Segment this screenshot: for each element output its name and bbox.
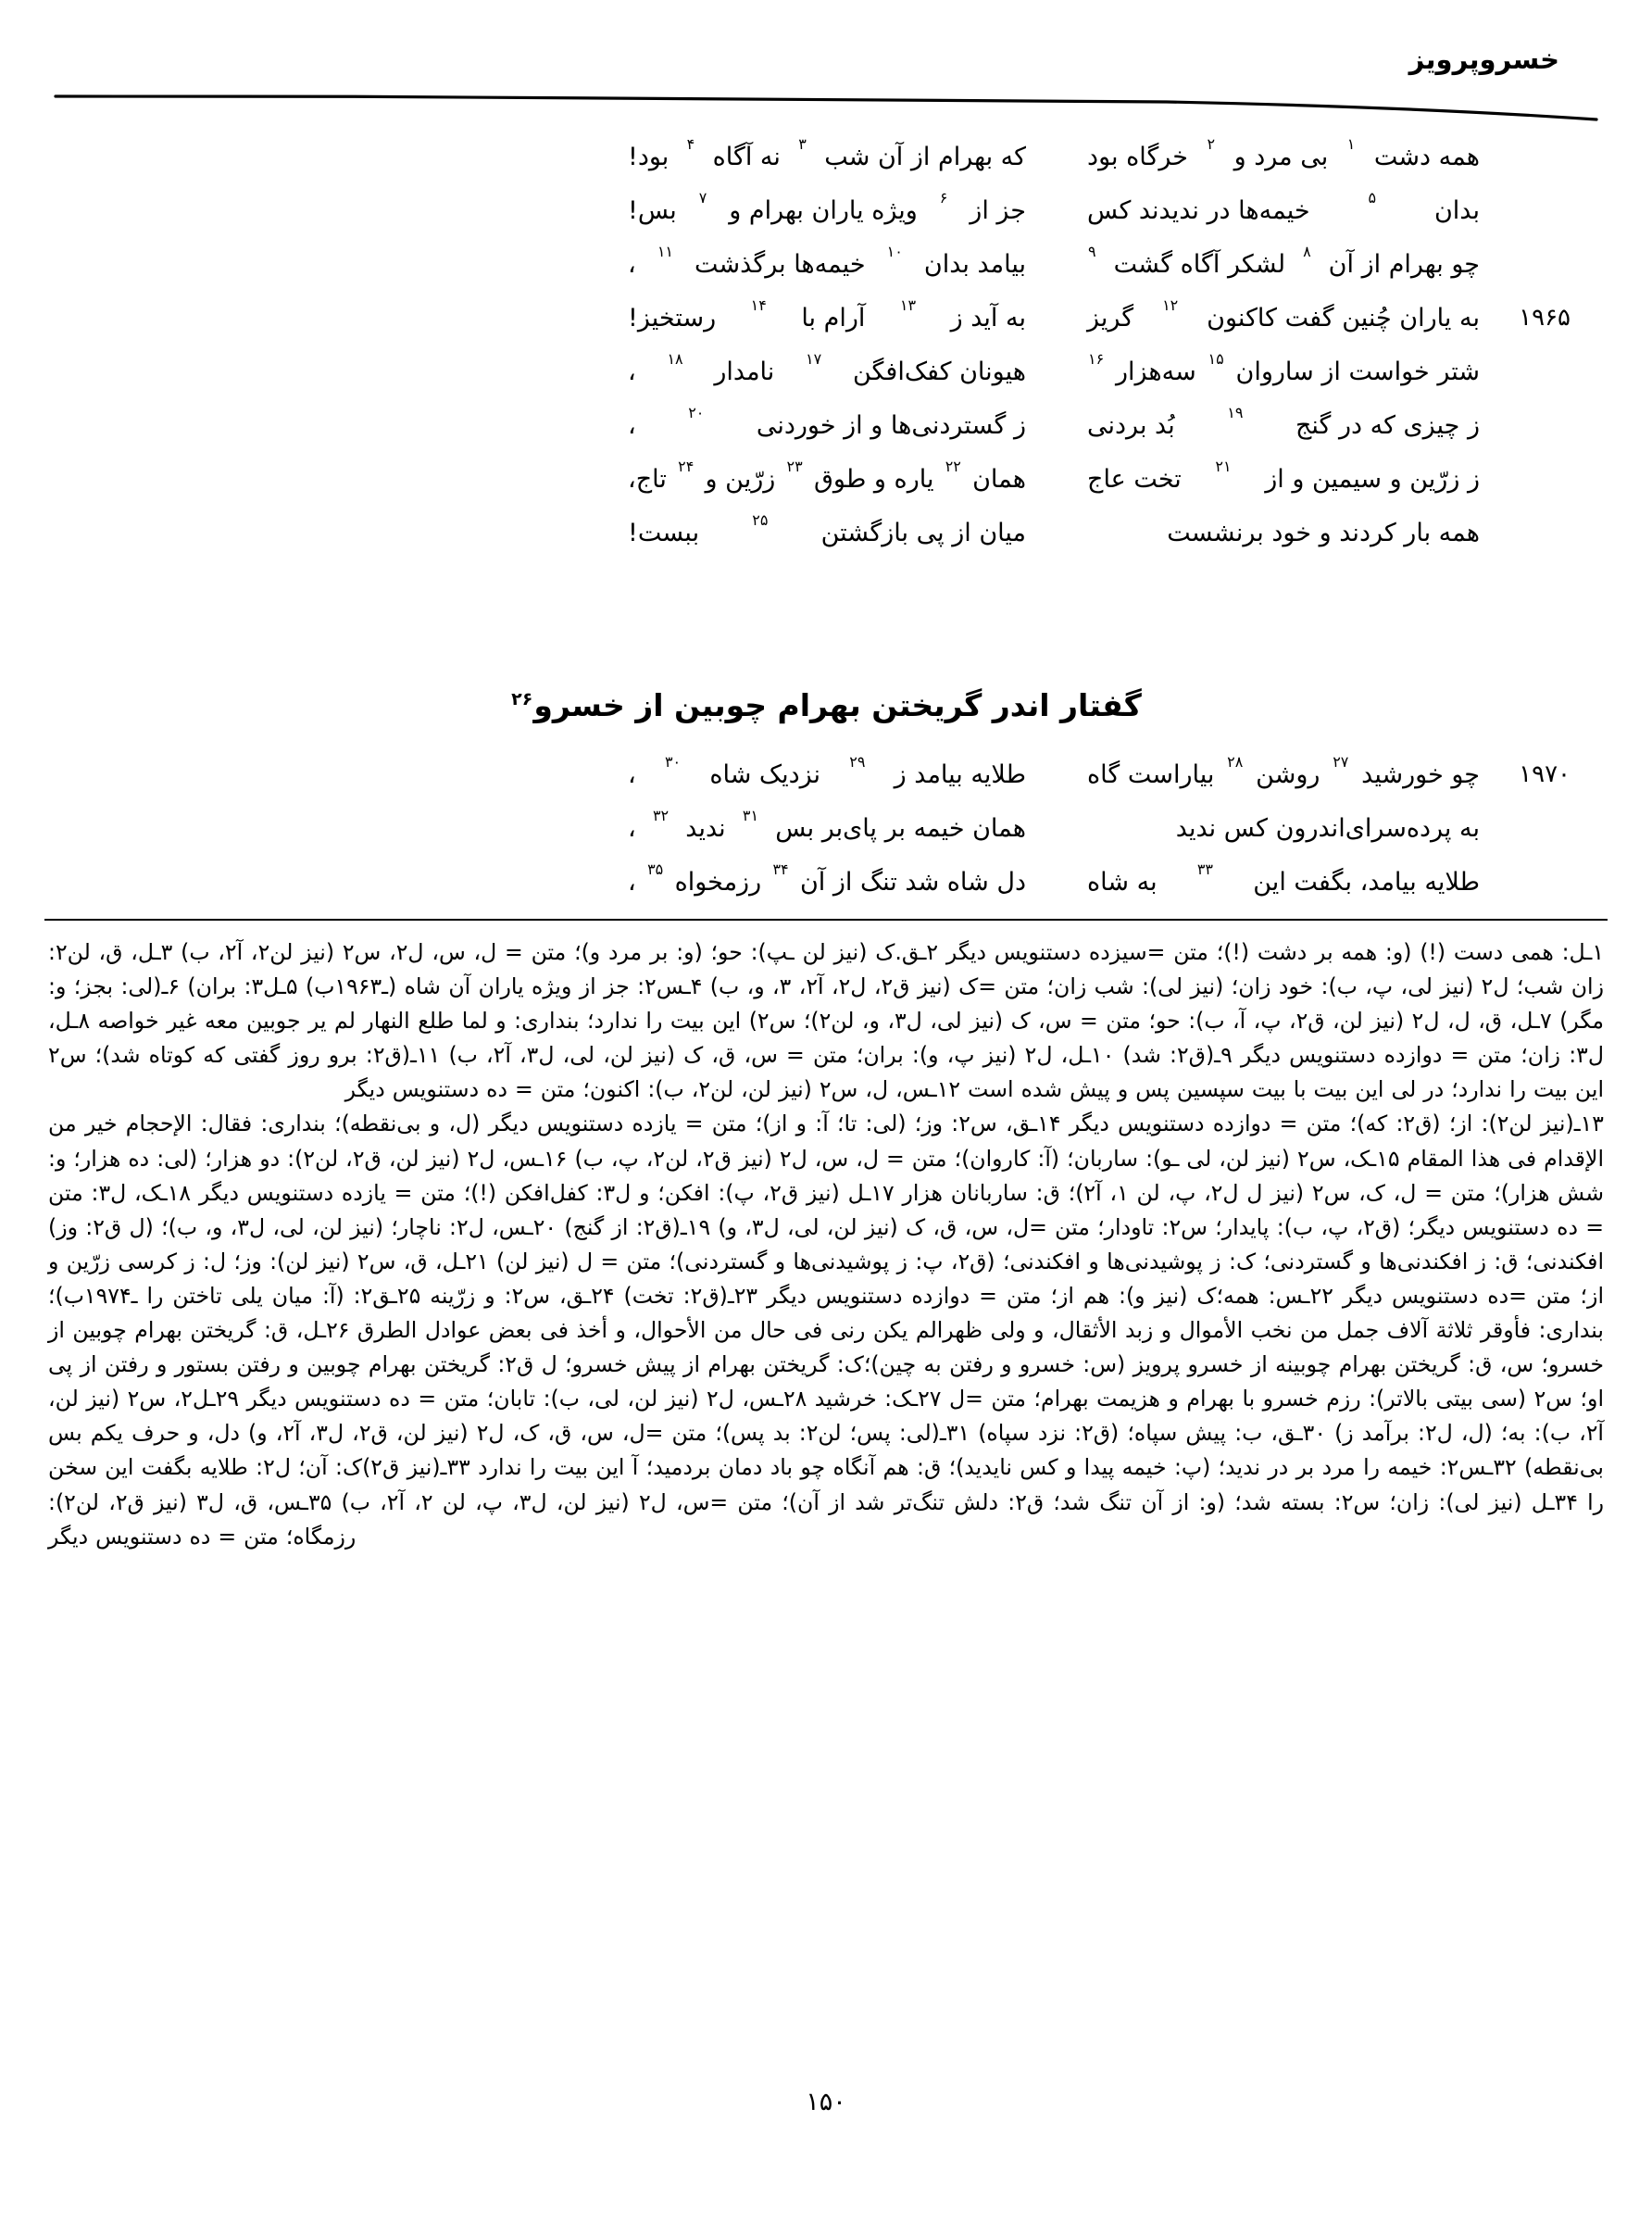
- verse-couplet: [83, 862, 1569, 916]
- verse-couplet: [83, 406, 1569, 459]
- hemistich-second: میان از پی بازگشتن ۲۵ ببست!: [628, 511, 1026, 547]
- header-rule-ornament: [56, 80, 1596, 122]
- verse-couplet: [83, 137, 1569, 191]
- hemistich-first: به یاران چُنین گفت کاکنون ۱۲ گریز: [1087, 296, 1480, 333]
- verse-couplet: [83, 352, 1569, 406]
- hemistich-first: ز زرّین و سیمین و از ۲۱ تخت عاج: [1087, 458, 1480, 494]
- verse-block-upper: [83, 137, 1569, 567]
- hemistich-second: بیامد بدان ۱۰ خیمه‌ها برگذشت ۱۱ ،: [628, 243, 1026, 279]
- verse-block-lower: [83, 755, 1569, 916]
- verse-couplet: [83, 513, 1569, 567]
- verse-couplet: [83, 459, 1569, 513]
- verse-couplet: [83, 245, 1569, 298]
- hemistich-first: چو خورشید ۲۷ روشن ۲۸ بیاراست گاه: [1087, 753, 1480, 789]
- hemistich-first: شتر خواست از ساروان ۱۵ سه‌هزار ۱۶: [1088, 350, 1480, 386]
- hemistich-first: همه دشت ۱ بی مرد و ۲ خرگاه بود: [1087, 135, 1480, 171]
- section-heading-text: گفتار اندر گریختن بهرام چوبین از خسرو: [533, 687, 1142, 723]
- verse-couplet: [83, 298, 1569, 352]
- running-head-title: خسروپرویز: [1408, 44, 1559, 75]
- hemistich-second: همان خیمه بر پای‌بر بس ۳۱ ندید ۳۲ ،: [628, 807, 1026, 843]
- hemistich-first: به پرده‌سرای‌اندرون کس ندید: [1175, 814, 1480, 843]
- hemistich-second: به آید ز ۱۳ آرام با ۱۴ رستخیز!: [628, 296, 1026, 333]
- hemistich-first: چو بهرام از آن ۸ لشکر آگاه گشت ۹: [1088, 243, 1480, 279]
- hemistich-second: هیونان کفک‌افگن ۱۷ نامدار ۱۸ ،: [628, 350, 1026, 386]
- hemistich-first: بدان ۵ خیمه‌ها در ندیدند کس: [1087, 189, 1480, 225]
- hemistich-first: طلایه بیامد، بگفت این ۳۳ به شاه: [1087, 860, 1480, 897]
- hemistich-second: جز از ۶ ویژه یاران بهرام و ۷ بس!: [628, 189, 1026, 225]
- hemistich-first: همه بار کردند و خود برنشست: [1167, 519, 1480, 547]
- hemistich-second: که بهرام از آن شب ۳ نه آگاه ۴ بود!: [628, 135, 1026, 171]
- verse-couplet: [83, 191, 1569, 245]
- verse-number: ۱۹۷۰: [1519, 760, 1571, 788]
- verse-couplet: [83, 755, 1569, 809]
- verse-couplet: [83, 809, 1569, 862]
- apparatus-paragraph: ۱ـل: همی دست (!) (و: همه بر دشت (!)؛ متن =سیزده دستنویس دیگر ۲ـق.ک (نیز لن ـپ): حو؛ (و: بر مرد و)؛ متن = ل، س، ل۲، س۲ (نیز لن۲، آ۲، ب) ۳ـل، ق، لن۲: زان شب؛ ل۲ (نیز لی، پ، ب): خود زان؛ (نیز لی): شب زان؛ متن =ک (نیز ق۲، ل۲، آ۲، ۳، و، ب) ۴ـس۲: جز از ویژه یاران آن شاه (ـ۱۹۶۳ب) ۵ـل۳: بران) ۶ـ(لی: بجز؛ و: مگر) ۷ـل، ق، ل، ل۲ (نیز لن، ق۲، پ، آ، ب): حو؛ متن = س، ک (نیز لی، ل۳، و، لن۲)؛ س۲) این بیت را ندارد؛ بنداری: و لما طلع النهار لم یر جوبین معه غیر خواصه ۸ـل، ل۳: زان؛ متن = دوازده دستنویس دیگر ۹ـ(ق۲: شد) ۱۰ـل، ل۲ (نیز پ، و): بران؛ متن = س، ق، ک (نیز لن، لی، ل۳، آ۲، ب) ۱۱ـ(ق۲: برو روز گفتی که کوتاه شد)؛ س۲ این بیت را ندارد؛ در لی این بیت با بیت سپسین پس و پیش شده است ۱۲ـس، ل، س۲ (نیز لن، لن۲، ب): اکنون؛ متن = ده دستنویس دیگر: [48, 939, 1605, 1103]
- hemistich-first: ز چیزی که در گنج ۱۹ بُد بردنی: [1087, 404, 1480, 440]
- hemistich-second: ز گستردنی‌ها و از خوردنی ۲۰ ،: [628, 404, 1026, 440]
- hemistich-second: همان ۲۲ یاره و طوق ۲۳ زرّین و ۲۴ تاج،: [628, 458, 1026, 494]
- verse-number: ۱۹۶۵: [1519, 304, 1571, 332]
- apparatus-paragraph: ۱۳ـ(نیز لن۲): از؛ (ق۲: که)؛ متن = دوازده دستنویس دیگر ۱۴ـق، س۲: وز؛ (لی: تا؛ آ: و از)؛ متن = یازده دستنویس دیگر (ل، و بی‌نقطه)؛ بنداری: فقال: الإحجام خیر من الإقدام فی هذا المقام ۱۵ـک، س۲ (نیز لن، لی ـو): ساربان؛ (آ: کاروان)؛ متن = ل، س، ل۲ (نیز ق۲، لن۲، پ، ب) ۱۶ـس، ل۲ (نیز لن، ق۲، لن۲): دو هزار؛ (لی: ده هزار؛ و: شش هزار)؛ متن = ل، ک، س۲ (نیز ل ل۲، پ، لن ۱، آ۲)؛ ق: ساربانان هزار ۱۷ـل (نیز ق۲، پ): افکن؛ و ل۳: کفل‌افکن (!)؛ متن = یازده دستنویس دیگر ۱۸ـک، ل۳: متن = ده دستنویس دیگر؛ (ق۲، پ، ب): پایدار؛ س۲: تاودار؛ متن =ل، س، ق، ک (نیز لن، لی، ل۳، و) ۱۹ـ(ق۲: از گنج) ۲۰ـس، ل۲: ناچار؛ (نیز لن، لی، ل۳، و، ب)؛ (ل ق۲: وز) افکندنی؛ ق: ز افکندنی‌ها و گستردنی؛ ک: ز پوشیدنی‌ها و افکندنی؛ (ق۲، پ: ز پوشیدنی‌ها و گستردنی)؛ متن = ل (نیز لن) ۲۱ـل، ق، س۲ (نیز لن): وز؛ ل: ز کرسی زرّین و از؛ متن =ده دستنویس دیگر ۲۲ـس: همه؛ک (نیز و): هم از؛ متن = دوازده دستنویس دیگر ۲۳ـ(ق۲: تخت) ۲۴ـق، س۲: و زرّینه ۲۵ـق۲: (آ: میان یلی تاختن را ـ۱۹۷۴ب)؛ بنداری: فأوقر ثلاثة آلاف جمل من نخب الأموال و زبد الأثقال، و ولی ظهرالم یکن رنی فی حال من الأحوال، و أخذ فی بعض عوادل الطرق ۲۶ـل، ق: گریختن بهرام چوبین از خسرو؛ س، ق: گریختن بهرام چوبینه از خسرو پرویز (س: خسرو و رفتن به چین)؛ک: گریختن بهرام از پیش خسرو؛ ل ق۲: گریختن بهرام چوبین و رفتن بستور و رفتن از پی او؛ س۲ (سی بیتی بالاتر): رزم خسرو با بهرام و هزیمت بهرام؛ متن =ل ۲۷ـک: خرشید ۲۸ـس، ل۲ (نیز لن، لی، ب): تابان؛ متن = ده دستنویس دیگر ۲۹ـل۲، س۲ (نیز لن، آ۲، ب): به؛ (ل، ل۲: برآمد ز) ۳۰ـق، ب: پیش سپاه؛ (ق۲: نزد سپاه) ۳۱ـ(لی: پس؛ لن۲: بد پس)؛ متن =ل، س، ق، ک، ل۲ (نیز لن، ق۲، ل۳، آ۲، و) دل، و حرف یکم بس بی‌نقطه) ۳۲ـس۲: خیمه را مرد بر در ندید؛ (پ: خیمه پیدا و کس نایدید)؛ ق: هم آنگاه چو باد دمان بردمید؛ آ این بیت را ندارد ۳۳ـ(نیز ق۲)ک: آن؛ ل۲: طلایه بگفت این سخن را ۳۴ـل (نیز لی): زان؛ س۲: بسته شد؛ (و: از آن تنگ شد؛ ق۲: دلش تنگ‌تر شد از آن)؛ متن =س، ل۲ (نیز لن، ل۳، پ، لن ۲، آ۲، ب) ۳۵ـس، ق، ل۳ (نیز ق۲، لن۲): رزمگاه؛ متن = ده دستنویس دیگر: [48, 1111, 1605, 1550]
- critical-apparatus: [48, 935, 1604, 1554]
- page-folio-number: ۱۵۰: [806, 2088, 846, 2116]
- apparatus-separator-rule: [44, 919, 1608, 921]
- hemistich-second: دل شاه شد تنگ از آن ۳۴ رزمخواه ۳۵ ،: [628, 860, 1026, 897]
- section-heading-note-marker: ۲۶: [511, 689, 533, 709]
- section-heading: [0, 687, 1652, 723]
- hemistich-second: طلایه بیامد ز ۲۹ نزدیک شاه ۳۰ ،: [628, 753, 1026, 789]
- page-header: [56, 46, 1596, 120]
